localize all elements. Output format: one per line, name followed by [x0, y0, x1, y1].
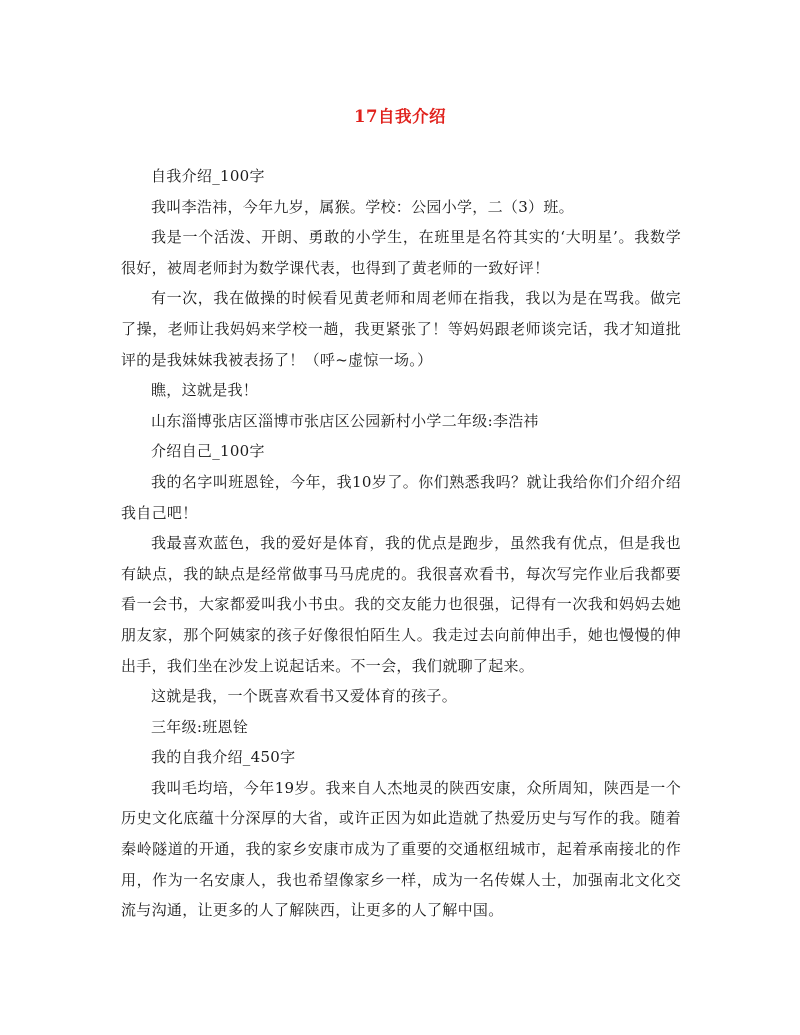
paragraph: 我的名字叫班恩铨，今年，我10岁了。你们熟悉我吗？就让我给你们介绍介绍我自己吧！	[121, 472, 681, 522]
section-heading: 我的自我介绍_450字	[151, 748, 296, 767]
paragraph: 瞧，这就是我！	[151, 381, 259, 400]
author-line: 三年级:班恩铨	[151, 717, 249, 736]
paragraph: 我叫李浩祎，今年九岁，属猴。学校：公园小学，二（3）班。	[151, 197, 574, 216]
paragraph: 我最喜欢蓝色，我的爱好是体育，我的优点是跑步，虽然我有优点，但是我也有缺点，我的缺点是经常做事马马虎虎的。我很喜欢看书，每次写完作业后我都要看一会书，大家都爱叫我小书虫。我的交友能力也很强，记得有一次我和妈妈去她朋友家，那个阿姨家的孩子好像很怕陌生人。我走过去向前伸出手，她也慢慢的伸出手，我们坐在沙发上说起话来。不一会，我们就聊了起来。	[121, 534, 681, 675]
paragraph: 我是一个活泼、开朗、勇敢的小学生，在班里是名符其实的‘大明星’。我数学很好，被周老师封为数学课代表，也得到了黄老师的一致好评！	[121, 228, 681, 277]
section-heading: 自我介绍_100字	[151, 167, 265, 185]
document-body	[121, 161, 681, 926]
paragraph: 我叫毛均培，今年19岁。我来自人杰地灵的陕西安康，众所周知，陕西是一个历史文化底蕴十分深厚的大省，或许正因为如此造就了热爱历史与写作的我。随着秦岭隧道的开通，我的家乡安康市成为了重要的交通枢纽城市，起着承南接北的作用，作为一名安康人，我也希望像家乡一样，成为一名传媒人士，加强南北文化交流与沟通，让更多的人了解陕西，让更多的人了解中国。	[121, 778, 681, 920]
section-heading: 介绍自己_100字	[151, 442, 265, 461]
paragraph: 有一次，我在做操的时候看见黄老师和周老师在指我，我以为是在骂我。做完了操，老师让我妈妈来学校一趟，我更紧张了！等妈妈跟老师谈完话，我才知道批评的是我妹妹我被表扬了！（呼~虚惊一场。）	[121, 289, 681, 369]
author-line: 山东淄博张店区淄博市张店区公园新村小学二年级:李浩祎	[151, 411, 539, 430]
document-title: 17自我介绍	[354, 107, 446, 126]
paragraph: 这就是我，一个既喜欢看书又爱体育的孩子。	[151, 687, 458, 706]
